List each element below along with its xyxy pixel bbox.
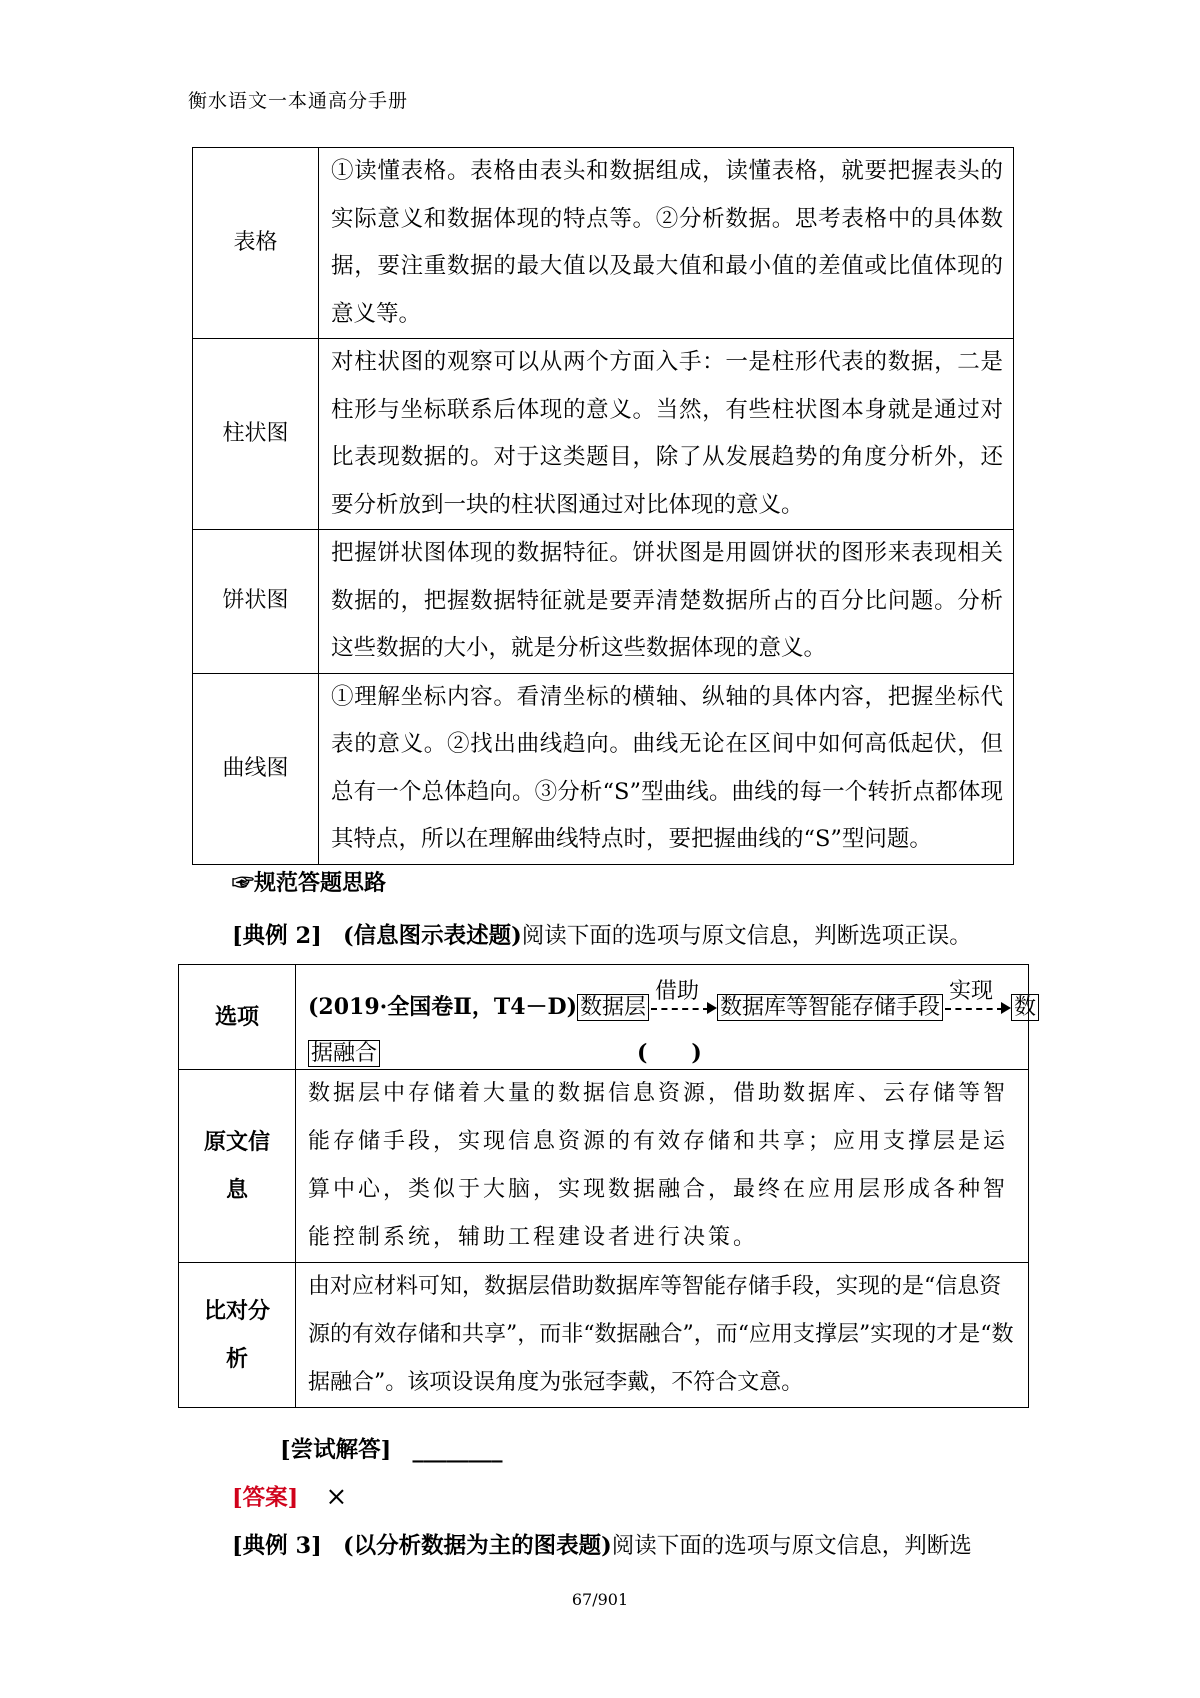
table-row xyxy=(193,673,1014,864)
instruction: 阅读下面的选项与原文信息，判断选 xyxy=(611,1533,972,1559)
option-source: (2019·全国卷Ⅱ，T4－D) xyxy=(308,994,578,1020)
arrow-label: 实现 xyxy=(949,979,994,1004)
example-2-prompt xyxy=(232,918,972,950)
table-row xyxy=(179,1263,1029,1408)
question-type: (以分析数据为主的图表题) xyxy=(342,1533,612,1559)
answer xyxy=(232,1480,347,1512)
answer-value: × xyxy=(325,1482,348,1512)
table-row xyxy=(179,965,1029,1070)
row-text: ①读懂表格。表格由表头和数据组成，读懂表格，就要把握表头的实际意义和数据体现的特点等。②分析数据。思考表格中的具体数据，要注重数据的最大值以及最大值和最小值的差值或比值体现的意义等。 xyxy=(319,148,1014,339)
table-row xyxy=(193,530,1014,674)
row-label: 饼状图 xyxy=(193,530,319,674)
example-2-table xyxy=(178,964,1037,1408)
try-answer-blank: ________ xyxy=(412,1437,503,1463)
example-tag: [典例 2] xyxy=(232,923,322,949)
chart-type-table xyxy=(192,147,1014,865)
answer-paren: ( ) xyxy=(637,1040,702,1066)
table-row xyxy=(179,1070,1029,1263)
original-label: 原文信息 xyxy=(179,1070,296,1263)
option-cell xyxy=(296,965,1037,1070)
original-text: 数据层中存储着大量的数据信息资源，借助数据库、云存储等智能存储手段，实现信息资源的有效存储和共享；应用支撑层是运算中心，类似于大脑，实现数据融合，最终在应用层形成各种智能控制系统，辅助工程建设者进行决策。 xyxy=(296,1070,1029,1263)
row-text: 对柱状图的观察可以从两个方面入手：一是柱形代表的数据，二是柱形与坐标联系后体现的意义。当然，有些柱状图本身就是通过对比表现数据的。对于这类题目，除了从发展趋势的角度分析外，还要分析放到一块的柱状图通过对比体现的意义。 xyxy=(319,339,1014,530)
instruction: 阅读下面的选项与原文信息，判断选项正误。 xyxy=(521,923,972,949)
arrow-label: 借助 xyxy=(655,979,700,1004)
row-label: 曲线图 xyxy=(193,673,319,864)
arrow-icon xyxy=(943,979,1011,1018)
book-title: 衡水语文一本通高分手册 xyxy=(188,90,409,112)
row-text: ①理解坐标内容。看清坐标的横轴、纵轴的具体内容，把握坐标代表的意义。②找出曲线趋向。曲线无论在区间中如何高低起伏，但总有一个总体趋向。③分析“S”型曲线。曲线的每一个转折点都体现其特点，所以在理解曲线特点时，要把握曲线的“S”型问题。 xyxy=(319,673,1014,864)
row-label: 柱状图 xyxy=(193,339,319,530)
example-tag: [典例 3] xyxy=(232,1533,322,1559)
box-data-fusion-start: 数 xyxy=(1011,994,1039,1021)
page-number: 67/901 xyxy=(571,1590,629,1609)
option-label: 选项 xyxy=(179,965,296,1070)
question-type: (信息图示表述题) xyxy=(342,923,522,949)
compare-label: 比对分析 xyxy=(179,1263,296,1408)
try-answer-label: [尝试解答] xyxy=(280,1437,392,1463)
table-row xyxy=(193,339,1014,530)
table-row xyxy=(193,148,1014,339)
answer-label: [答案] xyxy=(232,1485,299,1511)
box-storage-means: 数据库等智能存储手段 xyxy=(717,994,943,1021)
row-label: 表格 xyxy=(193,148,319,339)
box-data-fusion-end: 据融合 xyxy=(308,1040,380,1067)
example-3-prompt xyxy=(232,1528,972,1560)
try-answer xyxy=(280,1432,502,1464)
section-title: ☞规范答题思路 xyxy=(232,870,387,896)
row-text: 把握饼状图体现的数据特征。饼状图是用圆饼状的图形来表现相关数据的，把握数据特征就是要弄清楚数据所占的百分比问题。分析这些数据的大小，就是分析这些数据体现的意义。 xyxy=(319,530,1014,674)
box-data-layer: 数据层 xyxy=(577,994,649,1021)
compare-text: 由对应材料可知，数据层借助数据库等智能存储手段，实现的是“信息资源的有效存储和共享”，而非“数据融合”，而“应用支撑层”实现的才是“数据融合”。该项设误角度为张冠李戴，不符合文意。 xyxy=(296,1263,1029,1408)
arrow-icon xyxy=(649,979,717,1018)
